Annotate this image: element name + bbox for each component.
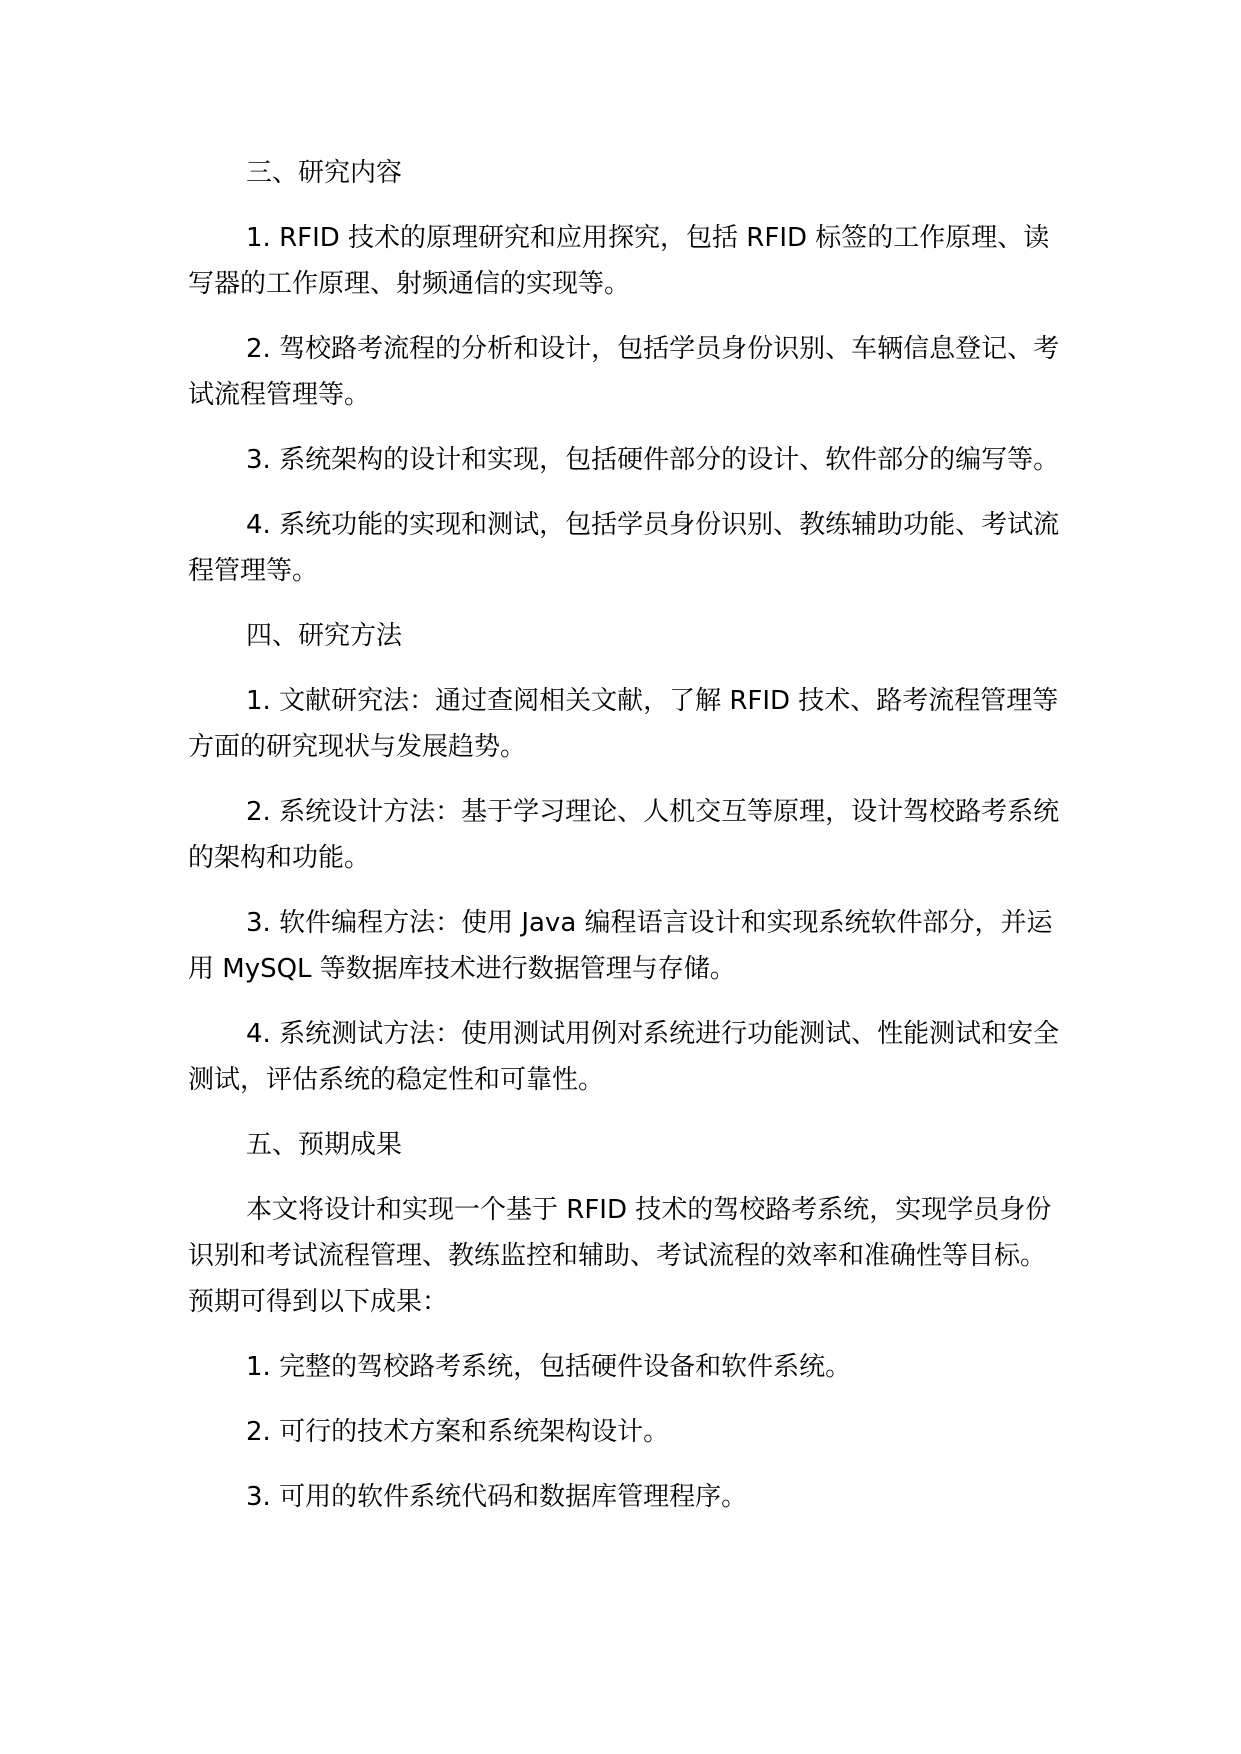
- document-body: [188, 150, 1068, 1539]
- paragraph-expected-results-intro: 本文将设计和实现一个基于 RFID 技术的驾校路考系统，实现学员身份识别和考试流程管理、教练监控和辅助、考试流程的效率和准确性等目标。预期可得到以下成果：: [188, 1195, 1052, 1317]
- paragraph-research-content-1: 1. RFID 技术的原理研究和应用探究，包括 RFID 标签的工作原理、读写器的工作原理、射频通信的实现等。: [188, 223, 1050, 299]
- paragraph-research-content-3: 3. 系统架构的设计和实现，包括硬件部分的设计、软件部分的编写等。: [246, 445, 1060, 475]
- paragraph-research-methods-2: 2. 系统设计方法：基于学习理论、人机交互等原理，设计驾校路考系统的架构和功能。: [188, 797, 1060, 873]
- paragraph-expected-results-3: 3. 可用的软件系统代码和数据库管理程序。: [246, 1482, 748, 1512]
- paragraph-research-methods-1: 1. 文献研究法：通过查阅相关文献，了解 RFID 技术、路考流程管理等方面的研究现状与发展趋势。: [188, 686, 1059, 762]
- paragraph-research-methods-4: 4. 系统测试方法：使用测试用例对系统进行功能测试、性能测试和安全测试，评估系统的稳定性和可靠性。: [188, 1019, 1060, 1095]
- section-heading-expected-results: 五、预期成果: [246, 1130, 403, 1160]
- paragraph-research-methods-3: 3. 软件编程方法：使用 Java 编程语言设计和实现系统软件部分，并运用 MySQL 等数据库技术进行数据管理与存储。: [188, 908, 1053, 984]
- paragraph-expected-results-1: 1. 完整的驾校路考系统，包括硬件设备和软件系统。: [246, 1352, 852, 1382]
- paragraph-research-content-2: 2. 驾校路考流程的分析和设计，包括学员身份识别、车辆信息登记、考试流程管理等。: [188, 334, 1060, 410]
- section-heading-research-content: 三、研究内容: [246, 158, 403, 188]
- section-heading-research-methods: 四、研究方法: [246, 621, 403, 651]
- paragraph-research-content-4: 4. 系统功能的实现和测试，包括学员身份识别、教练辅助功能、考试流程管理等。: [188, 510, 1060, 586]
- paragraph-expected-results-2: 2. 可行的技术方案和系统架构设计。: [246, 1417, 670, 1447]
